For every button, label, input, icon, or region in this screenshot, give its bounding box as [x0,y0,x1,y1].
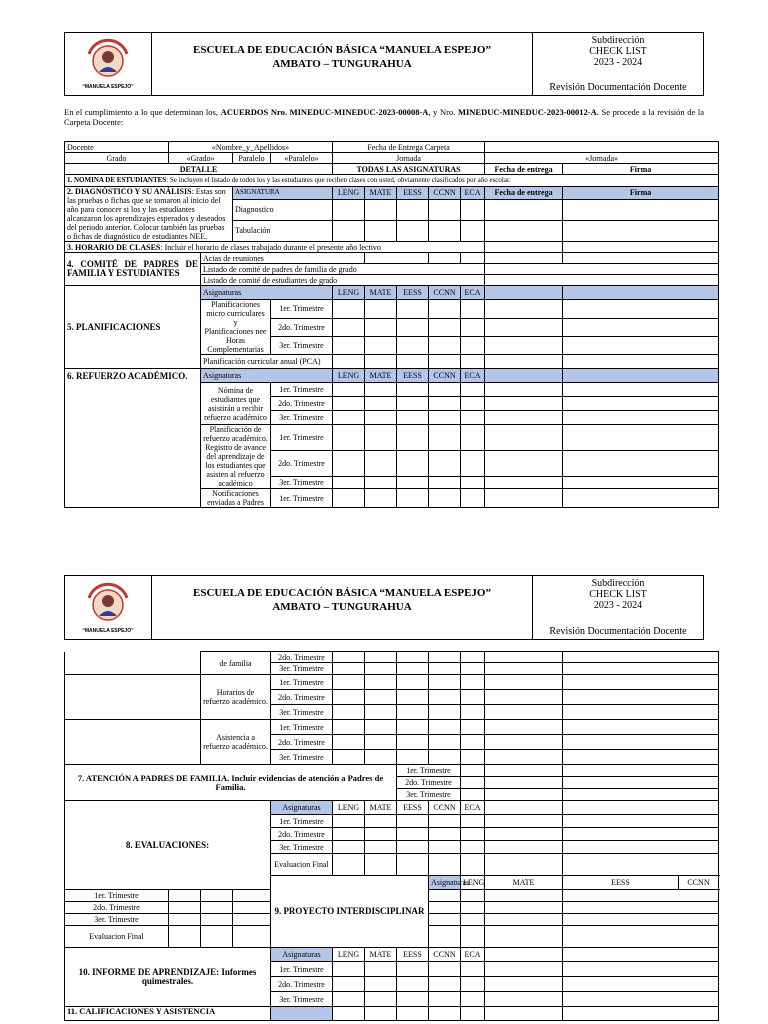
section-2-desc: 2. DIAGNÓSTICO Y SU ANÁLISIS: Estas son las pruebas o fichas que se tomaron al inicio del año para conocer si los y las estudiantes alcanzaron los aprendizajes esperados y deseados del periodo anterior. Colocar también las pruebas o fichas de diagnóstico de estudiantes NEE. [65,187,233,242]
term-3: 3er. Trimestre [271,411,333,425]
term-2: 2do. Trimestre [397,777,461,789]
fecha-entrega-label: Fecha de Entrega Carpeta [333,142,485,153]
grado-label: Grado [65,153,169,164]
school-city: AMBATO – TUNGURAHUA [272,58,412,70]
school-name-2: ESCUELA DE EDUCACIÓN BÁSICA “MANUELA ESPEJO” [193,587,491,599]
section-3-row: 3. HORARIO DE CLASES: Incluir el horario de clases trabajado durante el presente año lectivo [65,242,485,253]
asignatura-header: ASIGNATURA [233,187,333,200]
evaluacion-final: Evaluacion Final [271,854,333,876]
paralelo-label: Paralelo [233,153,271,164]
asignaturas-header-8: Asignaturas [271,801,333,815]
term-2: 2do. Trimestre [271,735,333,750]
term-2: 2do. Trimestre [271,450,333,476]
leng-header-9: LENG [461,876,485,890]
ccnn-header: CCNN [429,187,461,200]
term-1: 1er. Trimestre [271,425,333,451]
term-3: 3er. Trimestre [271,337,333,355]
leng-header-10: LENG [333,948,365,962]
asignaturas-header-9: Asignaturas [429,876,461,890]
actas-label: Actas de reuniones [201,253,365,264]
logo-text-2: “MANUELA ESPEJO” [82,627,134,634]
term-2: 2do. Trimestre [271,977,333,992]
section-8-title: 8. EVALUACIONES: [65,801,271,890]
grado-value[interactable]: «Grado» [169,153,233,164]
school-logo-2 [65,576,152,639]
fecha-header-2: Fecha de entrega [485,187,563,200]
docente-value[interactable]: «Nombre_y_Apellidos» [169,142,333,153]
intro-paragraph: En el cumplimiento a lo que determinan los, ACUERDOS Nro. MINEDUC-MINEDUC-2023-00008-A, y Nro. MINEDUC-MINEDUC-2023-00012-A. Se procede a la revisión de la Carpeta Docente: [64,107,704,127]
term-1: 1er. Trimestre [271,300,333,319]
eca-header-10: ECA [461,948,485,962]
diagnostico-label: Diagnostico [233,199,333,220]
eess-header-10: EESS [397,948,429,962]
listado-estudiantes-label: Listado de comité de estudiantes de grado [201,275,485,286]
evaluacion-final: Evaluacion Final [65,926,169,948]
pca-label: Planificación curricular anual (PCA) [201,355,333,369]
term-3: 3er. Trimestre [397,789,461,801]
term-2: 2do. Trimestre [271,652,333,663]
mate-header-10: MATE [365,948,397,962]
logo-text: “MANUELA ESPEJO” [82,84,134,90]
leng-header-5: LENG [333,286,365,300]
ccnn-header-8: CCNN [429,801,461,815]
school-logo [65,33,152,95]
term-3: 3er. Trimestre [271,705,333,720]
fecha-header: Fecha de entrega [485,164,563,175]
term-1: 1er. Trimestre [271,383,333,397]
section-5-title: 5. PLANIFICACIONES [65,286,201,369]
subdireccion: Subdirección [591,35,645,46]
review-label-2: Revisión Documentación Docente [549,626,687,637]
firma-header: Firma [563,164,719,175]
term-1: 1er. Trimestre [271,675,333,690]
term-2: 2do. Trimestre [271,397,333,411]
subdireccion-2: Subdirección [591,578,645,589]
checklist-table-page2 [64,651,719,1021]
asignaturas-header-6: Asignaturas [201,369,333,383]
checklist-title-2: CHECK LIST [589,589,647,600]
checklist-table-page1 [64,141,719,508]
mate-header: MATE [365,187,397,200]
section-11-title: 11. CALIFICACIONES Y ASISTENCIA [65,1007,271,1021]
mate-header-5: MATE [365,286,397,300]
school-year: 2023 - 2024 [593,57,643,68]
section-7-title: 7. ATENCIÓN A PADRES DE FAMILIA. Incluir evidencias de atención a Padres de Familia. [65,765,397,801]
leng-header-8: LENG [333,801,365,815]
ccnn-header-6: CCNN [429,369,461,383]
firma-header-2: Firma [563,187,719,200]
term-3: 3er. Trimestre [271,663,333,675]
term-2: 2do. Trimestre [271,828,333,841]
term-1: 1er. Trimestre [271,489,333,508]
term-2: 2do. Trimestre [65,902,169,914]
eca-header-6: ECA [461,369,485,383]
page1-header [64,32,704,96]
horarios-refuerzo: Horarios de refuerzo académico. [201,675,271,720]
mate-header-9: MATE [485,876,563,890]
notificaciones-cont: de familia [201,652,271,675]
term-2: 2do. Trimestre [271,318,333,337]
term-1: 1er. Trimestre [271,962,333,977]
planificaciones-desc: Planificaciones micro curriculares y Planificaciones nee Horas Complementarias [201,300,271,355]
eca-header-8: ECA [461,801,485,815]
ccnn-header-9: CCNN [679,876,719,890]
plan-refuerzo: Planificación de refuerzo académico. Registro de avance del aprendizaje de los estudiantes que asisten al refuerzo académico [201,425,271,489]
term-3: 3er. Trimestre [65,914,169,926]
term-2: 2do. Trimestre [271,690,333,705]
school-year-2: 2023 - 2024 [593,600,643,611]
asignaturas-header-5: Asignaturas [201,286,333,300]
eess-header-5: EESS [397,286,429,300]
ccnn-header-5: CCNN [429,286,461,300]
term-1: 1er. Trimestre [397,765,461,777]
eess-header-6: EESS [397,369,429,383]
eess-header-9: EESS [563,876,679,890]
leng-header-6: LENG [333,369,365,383]
school-name: ESCUELA DE EDUCACIÓN BÁSICA “MANUELA ESPEJO” [193,44,491,56]
docente-label: Docente [65,142,169,153]
fecha-entrega-value[interactable] [485,142,719,153]
term-3: 3er. Trimestre [271,992,333,1007]
asignaturas-header-10: Asignaturas [271,948,333,962]
detalle-header: DETALLE [65,164,333,175]
notificaciones-label: Notificaciones enviadas a Padres [201,489,271,508]
section-1-row: 1. NOMINA DE ESTUDIANTES: Se incluyen el listado de todos los y las estudiantes que reciben clases con usted, obviamente clasificados por año escolar. [65,175,719,187]
tabulacion-label: Tabulación [233,220,333,241]
eca-header: ECA [461,187,485,200]
school-city-2: AMBATO – TUNGURAHUA [272,601,412,613]
eess-header-8: EESS [397,801,429,815]
term-3: 3er. Trimestre [271,841,333,854]
listado-padres-label: Listado de comité de padres de familia de grado [201,264,485,275]
section-10-title: 10. INFORME DE APRENDIZAJE: Informes quimestrales. [65,948,271,1007]
ccnn-header-10: CCNN [429,948,461,962]
jornada-value[interactable]: «Jornada» [485,153,719,164]
term-1: 1er. Trimestre [271,720,333,735]
jornada-label: Jornada [333,153,485,164]
mate-header-8: MATE [365,801,397,815]
section-6-title: 6. REFUERZO ACADÉMICO. [65,369,201,508]
page2-header [64,575,704,640]
mate-header-6: MATE [365,369,397,383]
review-label: Revisión Documentación Docente [549,82,687,93]
eess-header: EESS [397,187,429,200]
nomina-refuerzo: Nómina de estudiantes que asistirán a recibir refuerzo académico [201,383,271,425]
eca-header-5: ECA [461,286,485,300]
paralelo-value[interactable]: «Paralelo» [271,153,333,164]
todas-asignaturas-header: TODAS LAS ASIGNATURAS [333,164,485,175]
section-9-title: 9. PROYECTO INTERDISCIPLINAR [271,876,429,948]
asistencia-refuerzo: Asistencia a refuerzo académico. [201,720,271,765]
leng-header: LENG [333,187,365,200]
checklist-title: CHECK LIST [589,46,647,57]
term-1: 1er. Trimestre [271,815,333,828]
term-3: 3er. Trimestre [271,476,333,488]
term-1: 1er. Trimestre [65,890,169,902]
term-3: 3er. Trimestre [271,750,333,765]
section-4-title: 4. COMITÉ DE PADRES DE FAMILIA Y ESTUDIANTES [65,253,201,286]
